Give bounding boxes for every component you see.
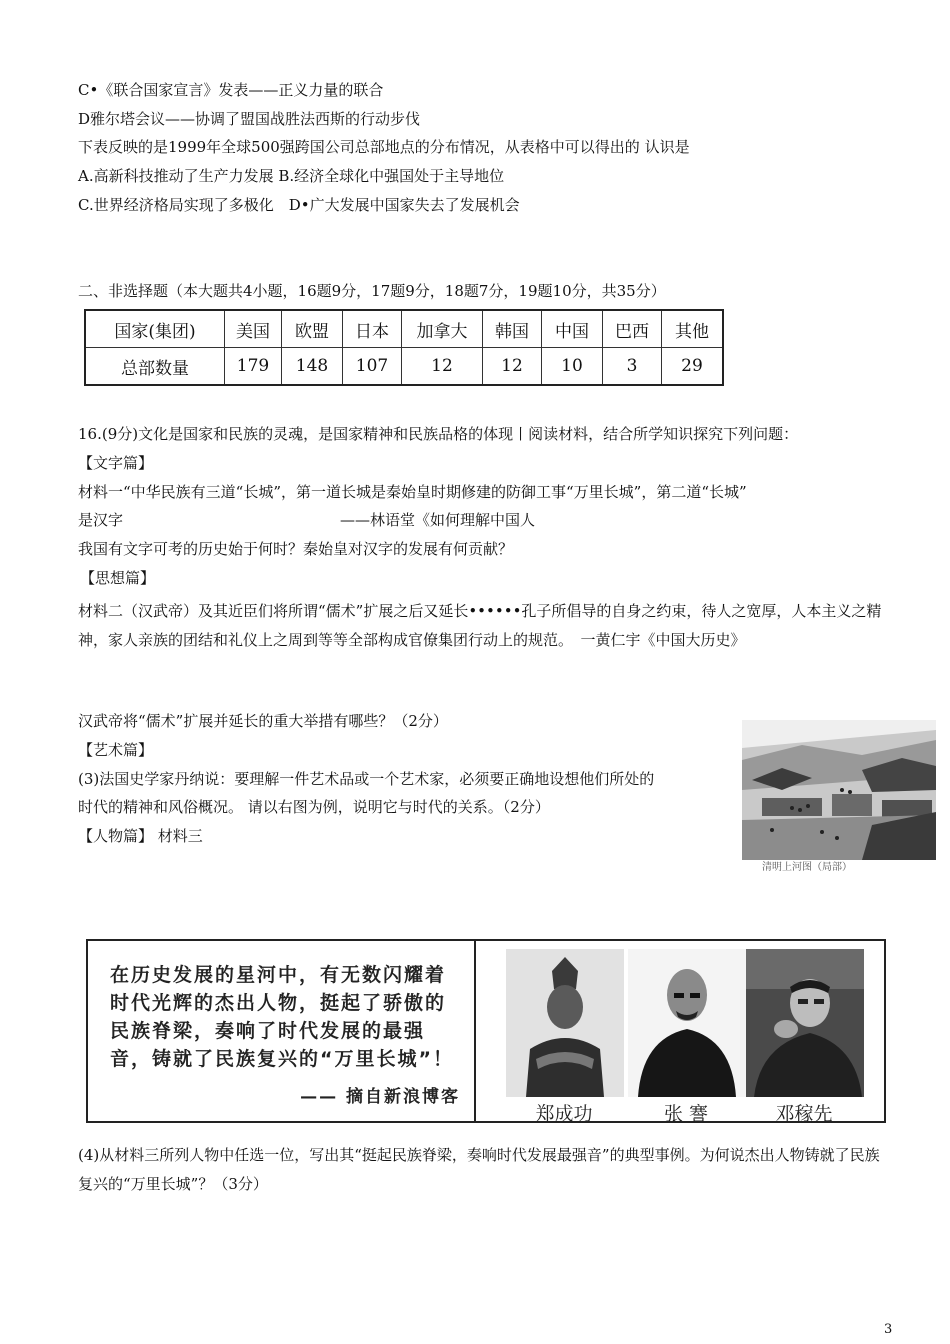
person-name: 邓稼先: [775, 1103, 833, 1125]
material-3-quote: 在历史发展的星河中，有无数闪耀着时代光辉的杰出人物，挺起了骄傲的民族脊梁，奏响了时代发展的最强音，铸就了民族复兴的“万里长城”！: [110, 964, 454, 1070]
section-2-heading: 二、非选择题（本大题共4小题，16题9分，17题9分，18题7分，19题10分，共35分）: [78, 282, 666, 300]
table-header-cell: 其他: [662, 310, 724, 348]
person-name: 郑成功: [535, 1103, 593, 1125]
material-2: 材料二（汉武帝）及其近臣们将所谓“儒术”扩展之后又延长••••••孔子所倡导的自身之约束，待人之宽厚，人本主义之精神，家人亲族的团结和礼仪上之周到等等全部构成官僚集团行动上的规范。 一黄仁宇《中国大历史》: [78, 602, 882, 649]
question-16-2: 汉武帝将“儒术”扩展并延长的重大举措有哪些？（2分）: [78, 712, 448, 730]
renwu-heading: 【人物篇】 材料三: [78, 827, 203, 845]
table-header-cell: 日本: [343, 310, 402, 348]
zhang-jian-portrait: [628, 949, 746, 1097]
material-3-source: —— 摘自新浪博客: [300, 1087, 460, 1107]
option-d: D雅尔塔会议——协调了盟国战胜法西斯的行动步伐: [78, 110, 421, 128]
wenzi-heading: 【文字篇】: [78, 454, 154, 472]
question-15-options-cd: C.世界经济格局实现了多极化 D•广大发展中国家失去了发展机会: [78, 196, 520, 214]
question-16-stem: 16.(9分)文化是国家和民族的灵魂，是国家精神和民族品格的体现丨阅读材料，结合所学知识探究下列问题：: [78, 425, 799, 443]
table-row-label: 总部数量: [85, 348, 225, 386]
material-3-quote-panel: [88, 941, 476, 1121]
table-cell: 29: [662, 348, 724, 386]
table-header-cell: 中国: [542, 310, 603, 348]
option-c: C•《联合国家宣言》发表——正义力量的联合: [78, 81, 384, 99]
material-1-line-1: 材料一“中华民族有三道“长城”，第一道长城是秦始皇时期修建的防御工事“万里长城”，第二道“长城”: [78, 483, 747, 501]
painting-caption: 清明上河图（局部）: [762, 862, 852, 873]
page-number: 3: [884, 1322, 893, 1337]
qingming-painting-image: [742, 720, 936, 860]
table-header-cell: 韩国: [483, 310, 542, 348]
zheng-chenggong-portrait: [506, 949, 624, 1097]
table-cell: 3: [603, 348, 662, 386]
table-header-cell: 欧盟: [282, 310, 343, 348]
table-cell: 12: [483, 348, 542, 386]
table-cell: 12: [402, 348, 483, 386]
question-16-4: (4)从材料三所列人物中任选一位，写出其“挺起民族脊梁，奏响时代发展最强音”的典型事例。为何说杰出人物铸就了民族复兴的“万里长城”？（3分）: [78, 1146, 880, 1193]
table-cell: 10: [542, 348, 603, 386]
question-16-1: 我国有文字可考的历史始于何时？秦始皇对汉字的发展有何贡献？: [78, 540, 514, 558]
person-name: 张 謇: [663, 1103, 709, 1125]
question-16-3-line-1: (3)法国史学家丹纳说：要理解一件艺术品或一个艺术家，必须要正确地设想他们所处的: [78, 770, 655, 788]
question-16-3-line-2: 时代的精神和风俗概况。 请以右图为例，说明它与时代的关系。（2分）: [78, 798, 550, 816]
material-1-source: ——林语堂《如何理解中国人: [340, 511, 536, 529]
table-header-cell: 巴西: [603, 310, 662, 348]
table-row: [85, 348, 723, 386]
material-3-box: [86, 939, 886, 1123]
table-cell: 107: [343, 348, 402, 386]
material-1-line-2: 是汉字: [78, 511, 124, 529]
table-header-cell: 美国: [225, 310, 282, 348]
table-header-cell: 加拿大: [402, 310, 483, 348]
table-cell: 148: [282, 348, 343, 386]
question-15-stem: 下表反映的是1999年全球500强跨国公司总部地点的分布情况，从表格中可以得出的 认识是: [78, 138, 690, 156]
table-header-cell: 国家(集团): [85, 310, 225, 348]
question-15-options-ab: A.高新科技推动了生产力发展 B.经济全球化中强国处于主导地位: [78, 167, 505, 185]
table-header-row: [85, 310, 723, 348]
yishu-heading: 【艺术篇】: [78, 741, 154, 759]
headquarters-table: [84, 309, 724, 386]
table-cell: 179: [225, 348, 282, 386]
deng-jiaxian-portrait: [746, 949, 864, 1097]
sixiang-heading: 【思想篇】: [80, 569, 156, 587]
